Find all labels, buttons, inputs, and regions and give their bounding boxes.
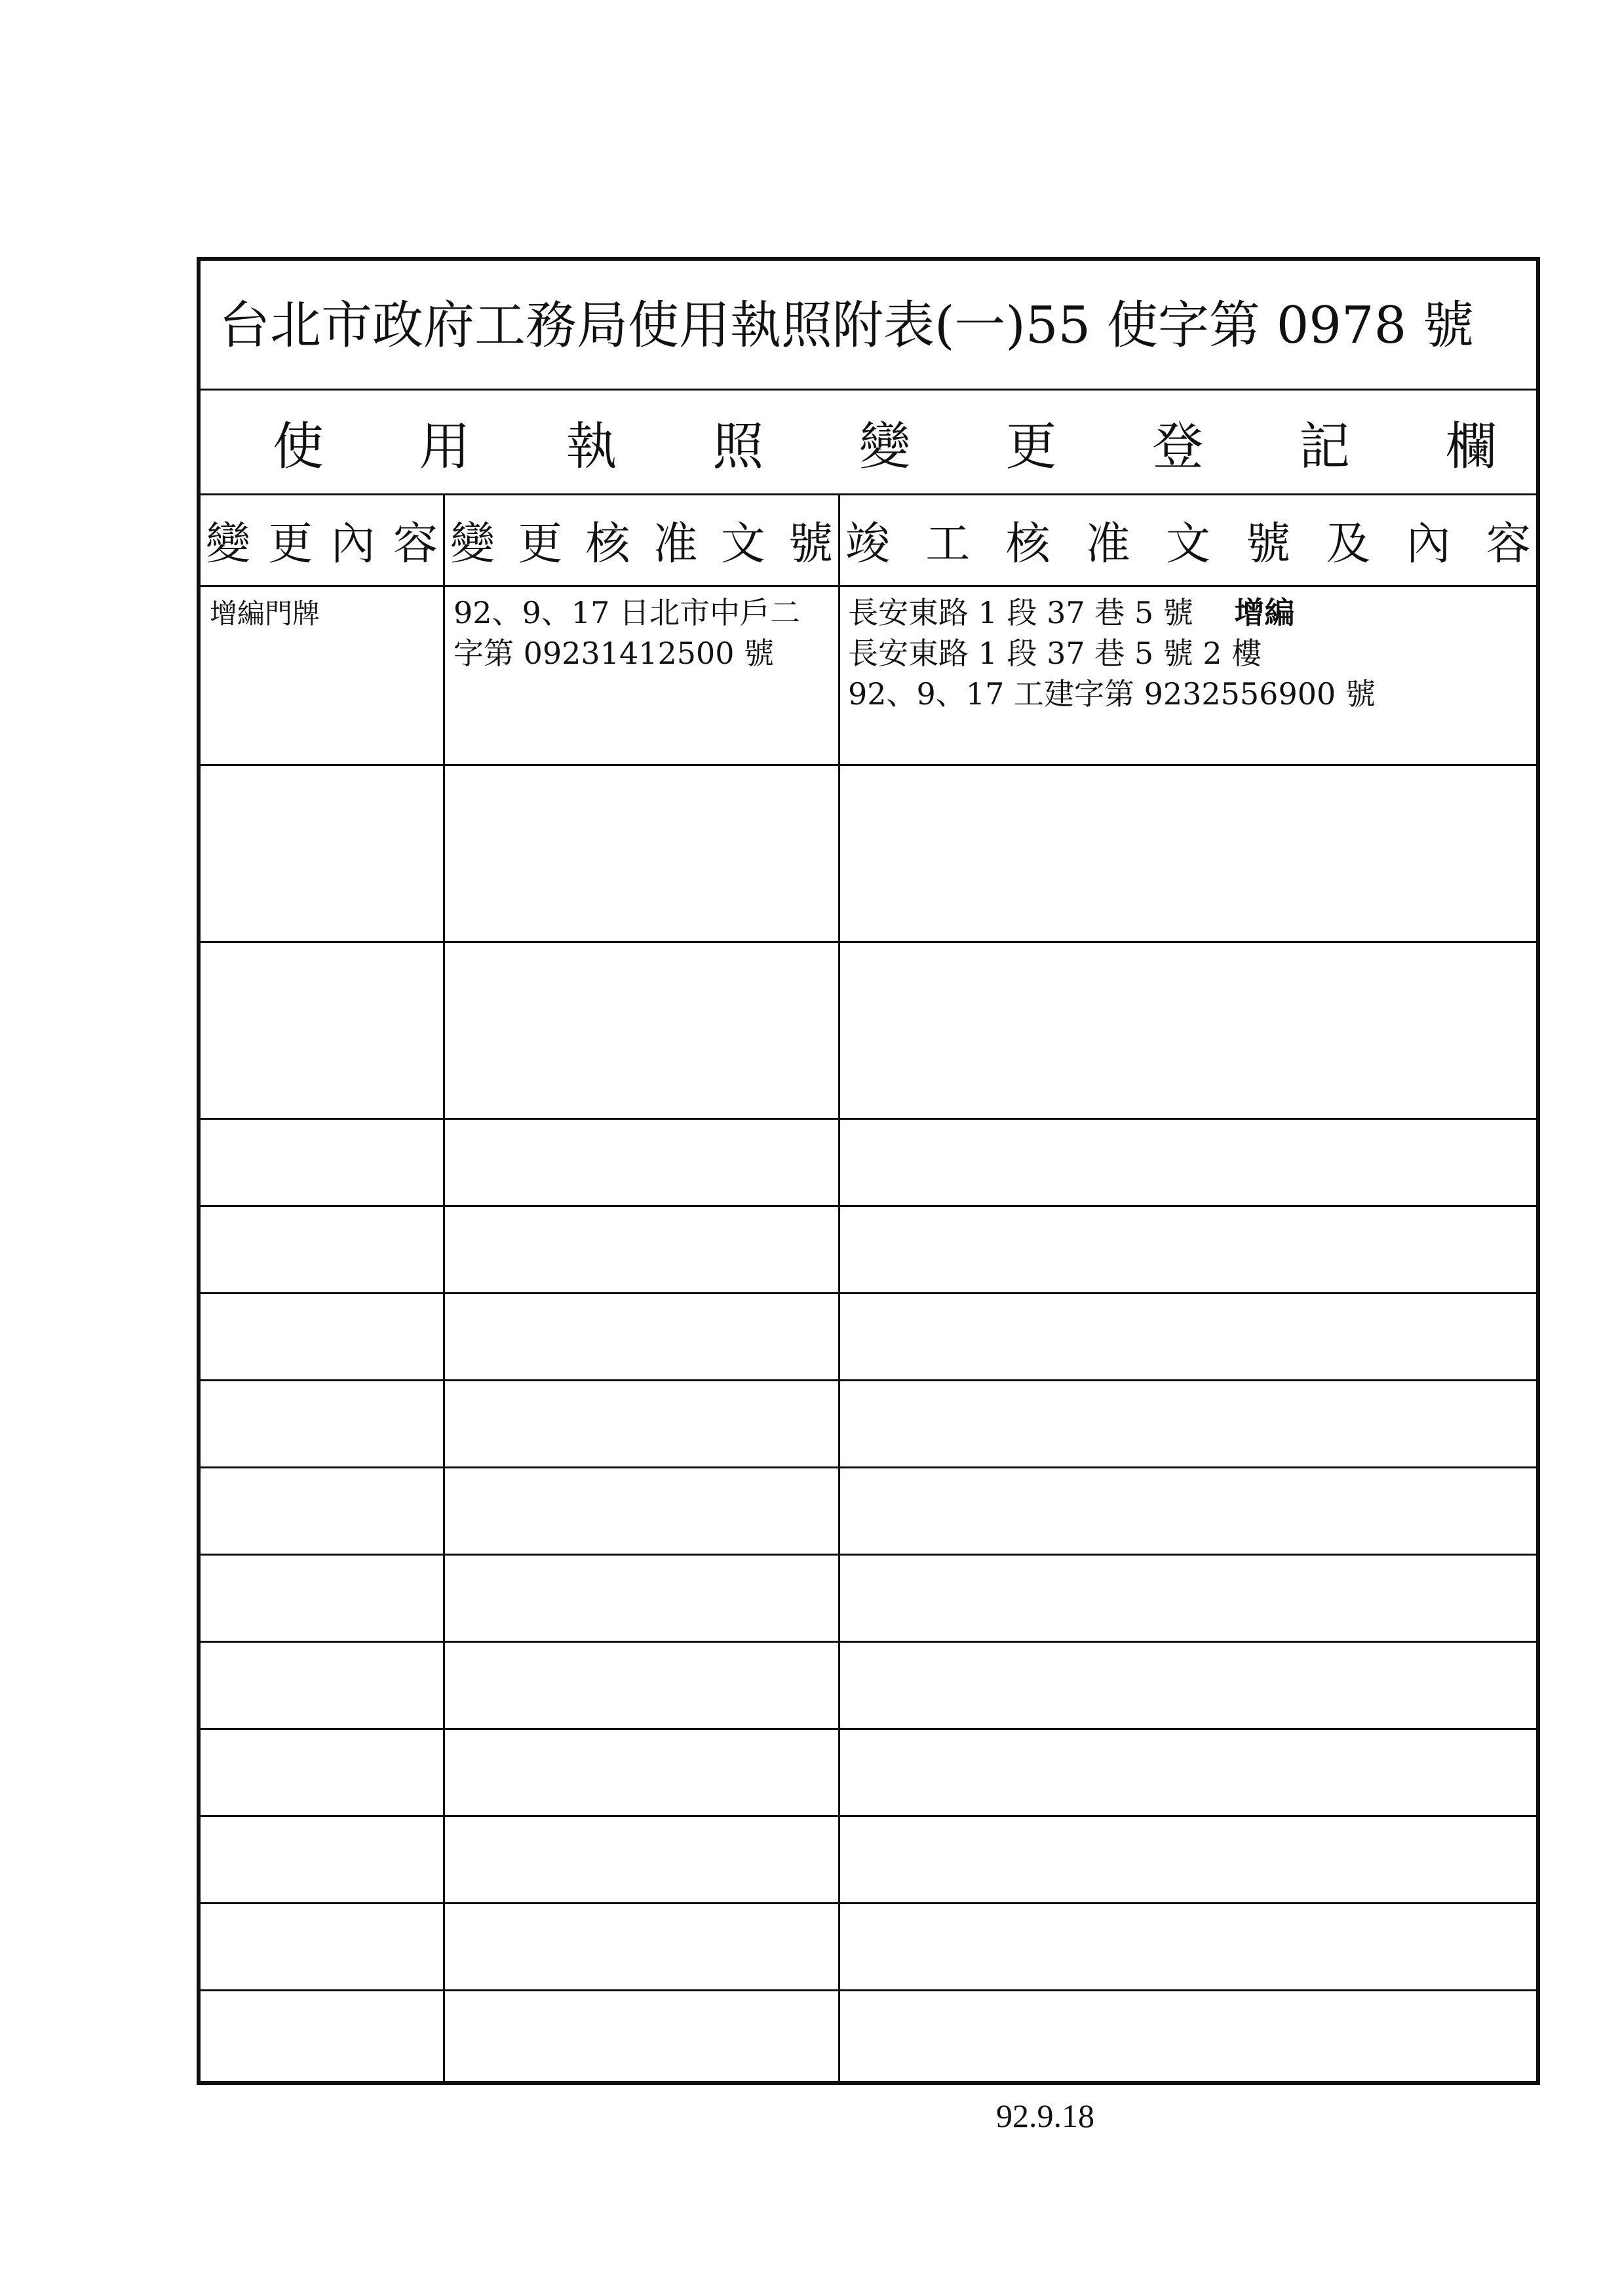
- heading-char: 記: [1299, 417, 1351, 476]
- section-heading: [201, 391, 1536, 495]
- heading-char: 執: [566, 417, 617, 476]
- row-divider: [201, 1641, 1536, 1643]
- heading-char: 用: [419, 417, 471, 476]
- row-divider: [201, 1728, 1536, 1730]
- row-divider: [201, 941, 1536, 943]
- entry-change-content: 增編門牌: [210, 598, 320, 630]
- column-divider: [443, 495, 445, 2081]
- heading-char: 欄: [1445, 417, 1497, 476]
- entry-completion-line2: 長安東路 1 段 37 巷 5 號 2 樓: [848, 636, 1262, 671]
- heading-char: 更: [1005, 417, 1057, 476]
- row-divider: [201, 1118, 1536, 1120]
- heading-char: 使: [273, 417, 324, 476]
- row-divider: [201, 1815, 1536, 1817]
- row-divider: [201, 1379, 1536, 1381]
- heading-char: 登: [1152, 417, 1204, 476]
- heading-char: 變: [858, 417, 910, 476]
- change-registration-form: [197, 257, 1540, 2085]
- row-divider: [201, 1902, 1536, 1904]
- row-divider: [201, 764, 1536, 766]
- entry-approval-no-line2: 字第 09231412500 號: [453, 636, 775, 671]
- entry-approval-no-line1: 92、9、17 日北市中戶二: [453, 595, 800, 630]
- entry-completion-tag: 增編: [1234, 595, 1295, 630]
- row-divider: [201, 1466, 1536, 1468]
- form-title: 台北市政府工務局使用執照附表(一)55 使字第 0978 號: [201, 261, 1536, 391]
- column-header-approval-no: 變 更 核 准 文 號: [445, 495, 838, 587]
- column-header-completion: 竣 工 核 准 文 號 及 內 容: [840, 495, 1536, 587]
- column-divider: [838, 495, 840, 2081]
- row-divider: [201, 1205, 1536, 1207]
- footer-date: 92.9.18: [996, 2097, 1094, 2134]
- entry-completion-line3: 92、9、17 工建字第 9232556900 號: [848, 676, 1376, 712]
- row-divider: [201, 1292, 1536, 1294]
- heading-char: 照: [712, 417, 764, 476]
- row-divider: [201, 1554, 1536, 1556]
- row-divider: [201, 1989, 1536, 1991]
- entry-completion-line1: 長安東路 1 段 37 巷 5 號 增編: [848, 595, 1295, 630]
- column-header-change-content: 變 更 內 容: [201, 495, 443, 587]
